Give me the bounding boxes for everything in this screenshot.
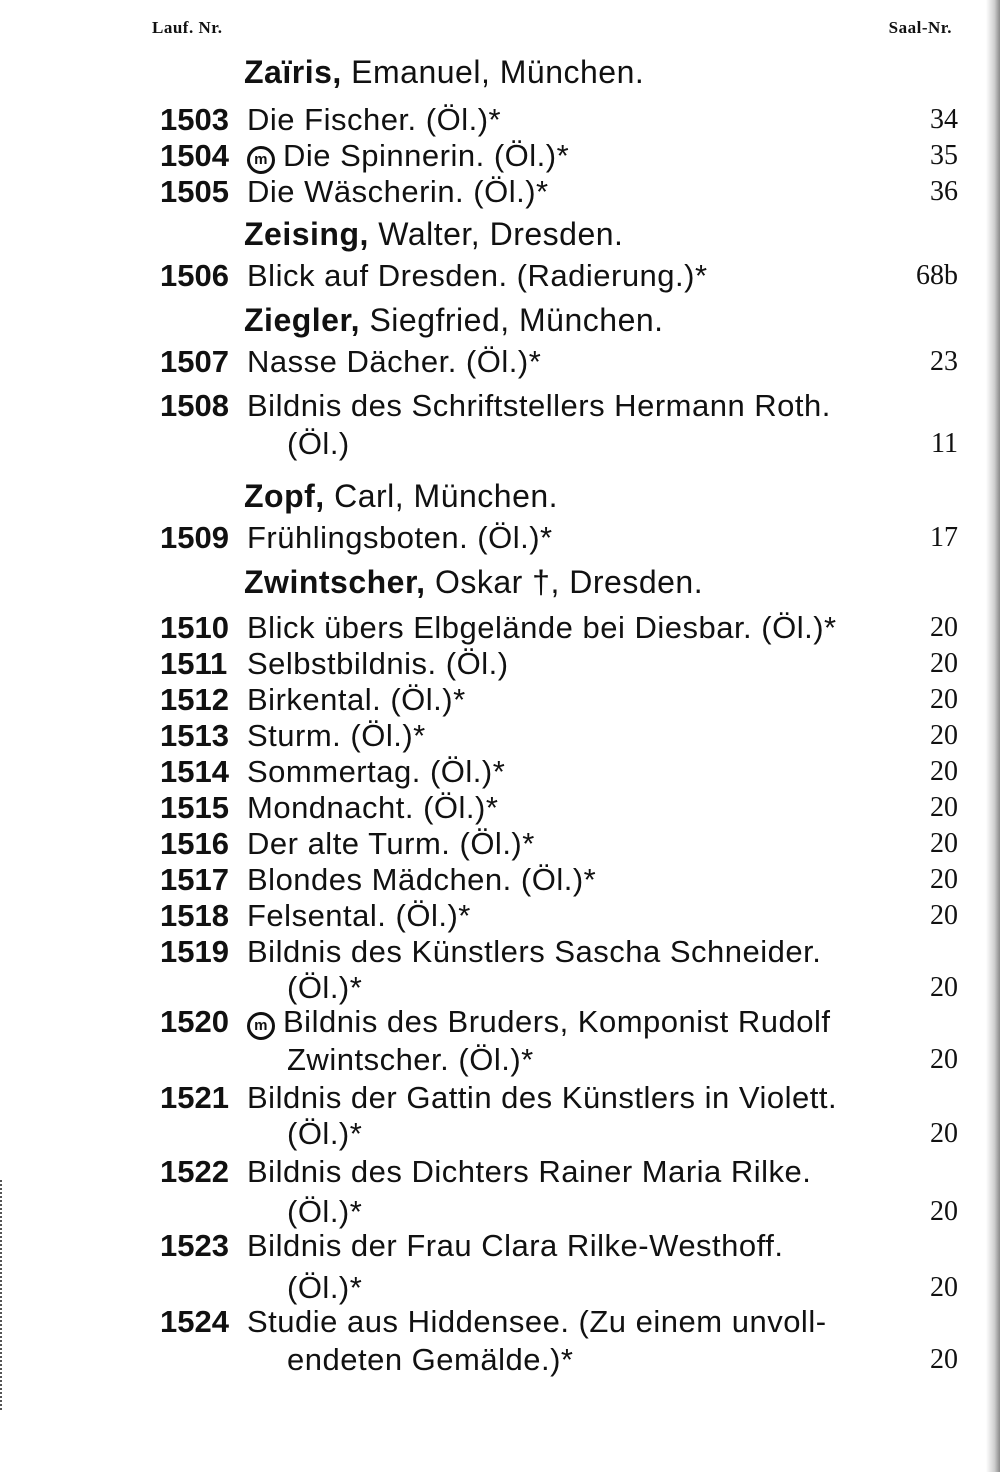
- entry-title: Sommertag. (Öl.)*: [247, 754, 506, 789]
- entry-title: (Öl.)*: [287, 1270, 363, 1305]
- artist-heading-line: [0, 52, 1000, 92]
- room-number: 20: [930, 756, 958, 787]
- entry-line: [0, 1114, 1000, 1154]
- entry-line: [0, 1226, 1000, 1266]
- entry-line: [0, 1002, 1000, 1042]
- entry-line: [0, 608, 1000, 648]
- room-number: 36: [930, 176, 958, 207]
- room-number: 20: [930, 864, 958, 895]
- room-number: 20: [930, 972, 958, 1003]
- entry-title: Die Wäscherin. (Öl.)*: [247, 174, 549, 209]
- entry-title: Felsental. (Öl.)*: [247, 898, 471, 933]
- artist-heading: [244, 562, 703, 602]
- room-number: 20: [930, 1344, 958, 1375]
- artist-heading-line: [0, 476, 1000, 516]
- artist-surname: Ziegler,: [244, 302, 361, 338]
- room-number: 34: [930, 104, 958, 135]
- entry-title: Birkental. (Öl.)*: [247, 682, 466, 717]
- artist-surname: Zaïris,: [244, 54, 342, 90]
- entry-number: 1513: [160, 718, 229, 753]
- entry-title: Selbstbildnis. (Öl.): [247, 646, 509, 681]
- entry-number: 1522: [160, 1154, 229, 1189]
- room-number: 20: [930, 1044, 958, 1075]
- entry-title: Blick auf Dresden. (Radierung.)*: [247, 258, 708, 293]
- artist-heading-line: [0, 562, 1000, 602]
- entry-title: (Öl.)*: [287, 970, 363, 1005]
- room-number: 20: [930, 612, 958, 643]
- entry-line: [0, 752, 1000, 792]
- entry-title: (Öl.)*: [287, 1194, 363, 1229]
- entry-title: Zwintscher. (Öl.)*: [287, 1042, 534, 1077]
- entry-title: Sturm. (Öl.)*: [247, 718, 426, 753]
- entry-line: [0, 824, 1000, 864]
- room-number: 17: [930, 522, 958, 553]
- entry-title: Nasse Dächer. (Öl.)*: [247, 344, 542, 379]
- entry-line: [0, 342, 1000, 382]
- room-number: 20: [930, 828, 958, 859]
- artist-details: Walter, Dresden.: [368, 216, 624, 252]
- entry-number: 1523: [160, 1228, 229, 1263]
- room-number: 20: [930, 792, 958, 823]
- room-number: 68b: [916, 260, 958, 291]
- entry-title: (Öl.): [287, 426, 350, 461]
- entry-number: 1505: [160, 174, 229, 209]
- entry-title: Studie aus Hiddensee. (Zu einem unvoll-: [247, 1304, 827, 1339]
- entry-title: Mondnacht. (Öl.)*: [247, 790, 499, 825]
- circled-m-icon: m: [247, 146, 275, 174]
- entry-title: m Die Spinnerin. (Öl.)*: [247, 136, 569, 176]
- artist-details: Emanuel, München.: [341, 54, 645, 90]
- artist-surname: Zeising,: [244, 216, 369, 252]
- room-number: 20: [930, 648, 958, 679]
- entry-line: [0, 424, 1000, 464]
- entry-number: 1506: [160, 258, 229, 293]
- artist-heading: [244, 300, 664, 340]
- room-number: 20: [930, 684, 958, 715]
- entry-number: 1518: [160, 898, 229, 933]
- entry-number: 1507: [160, 344, 229, 379]
- entry-number: 1515: [160, 790, 229, 825]
- room-number: 20: [930, 1272, 958, 1303]
- entry-number: 1514: [160, 754, 229, 789]
- entry-number: 1510: [160, 610, 229, 645]
- entry-line: [0, 680, 1000, 720]
- entry-title: Bildnis des Schriftstellers Hermann Roth.: [247, 388, 831, 423]
- entry-number: 1509: [160, 520, 229, 555]
- entry-line: [0, 1340, 1000, 1380]
- artist-heading: [244, 52, 644, 92]
- entry-number: 1511: [160, 646, 228, 681]
- entry-line: [0, 860, 1000, 900]
- header-running-number: Lauf. Nr.: [152, 18, 223, 37]
- entry-line: [0, 172, 1000, 212]
- entry-line: [0, 1078, 1000, 1118]
- entry-number: 1516: [160, 826, 229, 861]
- entry-number: 1521: [160, 1080, 229, 1115]
- entry-title: (Öl.)*: [287, 1116, 363, 1151]
- artist-details: Oskar †, Dresden.: [425, 564, 704, 600]
- entry-title: Bildnis der Gattin des Künstlers in Violett.: [247, 1080, 838, 1115]
- artist-surname: Zwintscher,: [244, 564, 426, 600]
- entry-number: 1519: [160, 934, 229, 969]
- artist-heading-line: [0, 300, 1000, 340]
- entry-title: m Bildnis des Bruders, Komponist Rudolf: [247, 1002, 830, 1042]
- artist-heading: [244, 214, 623, 254]
- circled-m-icon: m: [247, 1012, 275, 1040]
- entry-title: Bildnis der Frau Clara Rilke-Westhoff.: [247, 1228, 784, 1263]
- entry-line: [0, 896, 1000, 936]
- entry-number: 1503: [160, 102, 229, 137]
- entry-number: 1508: [160, 388, 229, 423]
- artist-heading-line: [0, 214, 1000, 254]
- entry-line: [0, 136, 1000, 176]
- room-number: 20: [930, 720, 958, 751]
- entry-line: [0, 256, 1000, 296]
- entry-line: [0, 386, 1000, 426]
- entry-line: [0, 1302, 1000, 1342]
- entry-title: Bildnis des Dichters Rainer Maria Rilke.: [247, 1154, 812, 1189]
- entry-line: [0, 644, 1000, 684]
- entry-title: Die Fischer. (Öl.)*: [247, 102, 502, 137]
- header-room-number: Saal-Nr.: [888, 18, 952, 37]
- artist-details: Carl, München.: [324, 478, 559, 514]
- artist-surname: Zopf,: [244, 478, 325, 514]
- entry-number: 1512: [160, 682, 229, 717]
- entry-title: endeten Gemälde.)*: [287, 1342, 574, 1377]
- room-number: 23: [930, 346, 958, 377]
- room-number: 20: [930, 900, 958, 931]
- entry-number: 1520: [160, 1004, 229, 1039]
- entry-line: [0, 716, 1000, 756]
- entry-line: [0, 100, 1000, 140]
- artist-details: Siegfried, München.: [360, 302, 664, 338]
- entry-line: [0, 932, 1000, 972]
- entry-line: [0, 1040, 1000, 1080]
- entry-title: Der alte Turm. (Öl.)*: [247, 826, 535, 861]
- entry-title: Blondes Mädchen. (Öl.)*: [247, 862, 597, 897]
- room-number: 35: [930, 140, 958, 171]
- binding-marks: [0, 1180, 8, 1410]
- room-number: 11: [931, 428, 958, 459]
- artist-heading: [244, 476, 558, 516]
- entry-title: Bildnis des Künstlers Sascha Schneider.: [247, 934, 822, 969]
- page-edge-shadow: [986, 0, 1000, 1472]
- entry-line: [0, 518, 1000, 558]
- entry-number: 1504: [160, 138, 229, 173]
- entry-line: [0, 788, 1000, 828]
- entry-title: Frühlingsboten. (Öl.)*: [247, 520, 553, 555]
- room-number: 20: [930, 1196, 958, 1227]
- entry-number: 1517: [160, 862, 229, 897]
- room-number: 20: [930, 1118, 958, 1149]
- entry-line: [0, 1152, 1000, 1192]
- entry-number: 1524: [160, 1304, 229, 1339]
- entry-title: Blick übers Elbgelände bei Diesbar. (Öl.)*: [247, 610, 837, 645]
